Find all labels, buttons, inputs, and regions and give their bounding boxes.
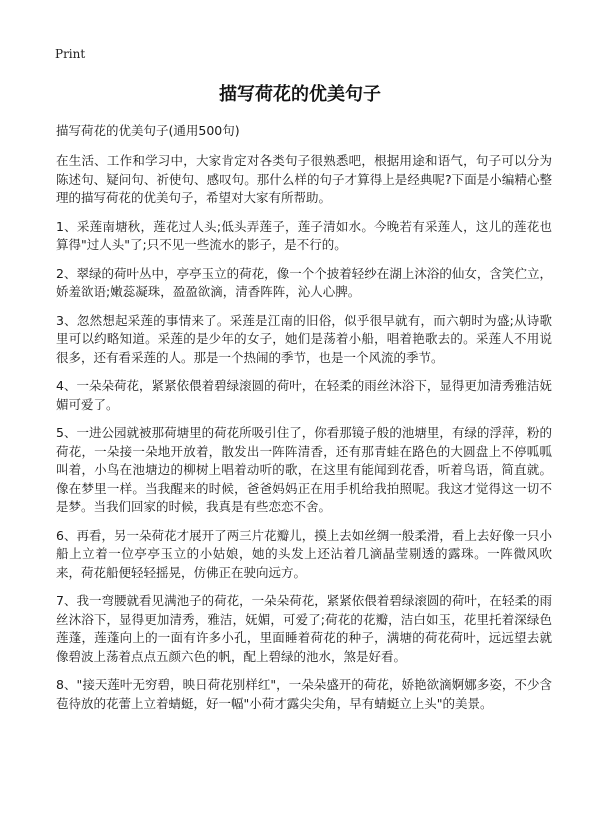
sentence-paragraph-3: 3、忽然想起采莲的事情来了。采莲是江南的旧俗，似乎很早就有，而六朝时为盛;从诗歌里可以约略知道。采莲的是少年的女子，她们是荡着小船，唱着艳歌去的。采莲人不用说很多，还有看采莲的人。那是一个热闹的季节，也是一个风流的季节。 <box>56 312 552 365</box>
sentence-paragraph-8: 8、"接天莲叶无穷碧，映日荷花别样红"，一朵朵盛开的荷花，娇艳欲滴婀娜多姿，不少含苞待放的花蕾上立着蜻蜓，好一幅"小荷才露尖尖角，早有蜻蜓立上头"的美景。 <box>56 677 552 711</box>
sentence-paragraph-2: 2、翠绿的荷叶丛中，亭亭玉立的荷花，像一个个披着轻纱在湖上沐浴的仙女，含笑伫立，娇羞欲语;嫩蕊凝珠，盈盈欲滴，清香阵阵，沁人心脾。 <box>56 265 552 299</box>
sentence-paragraph-6: 6、再看，另一朵荷花才展开了两三片花瓣儿，摸上去如丝绸一般柔滑，看上去好像一只小船上立着一位亭亭玉立的小姑娘，她的头发上还沾着几滴晶莹剔透的露珠。一阵微风吹来，荷花船便轻轻摇晃，仿佛正在驶向远方。 <box>56 527 552 580</box>
sentence-paragraph-5: 5、一进公园就被那荷塘里的荷花所吸引住了，你看那镜子般的池塘里，有绿的浮萍，粉的荷花，一朵接一朵地开放着，散发出一阵阵清香，还有那青蛙在路色的大圆盘上不停呱呱叫着，小鸟在池塘边的柳树上唱着动听的歌，在这里有能闻到花香，听着鸟语，简直就。像在梦里一样。当我醒来的时候，爸爸妈妈正在用手机给我拍照呢。我这才觉得这一切不是梦。当我们回家的时候，我真是有些恋恋不舍。 <box>56 425 552 514</box>
document-subtitle: 描写荷花的优美句子(通用500句) <box>56 123 240 138</box>
page-title: 描写荷花的优美句子 <box>219 84 381 105</box>
sentence-paragraph-7: 7、我一弯腰就看见满池子的荷花，一朵朵荷花，紧紧依偎着碧绿滚圆的荷叶，在轻柔的雨丝沐浴下，显得更加清秀，雅洁，妩媚，可爱了;荷花的花瓣，洁白如玉，花里托着深绿色莲蓬，莲蓬向上的一面有许多小孔，里面睡着荷花的种子，满塘的荷花荷叶，远远望去就像碧波上荡着点点五颜六色的帆，配上碧绿的池水，煞是好看。 <box>56 593 552 664</box>
intro-paragraph: 在生活、工作和学习中，大家肯定对各类句子很熟悉吧，根据用途和语气，句子可以分为陈述句、疑问句、祈使句、感叹句。那什么样的句子才算得上是经典呢?下面是小编精心整理的描写荷花的优美句子，希望对大家有所帮助。 <box>56 153 552 205</box>
sentence-paragraph-1: 1、采莲南塘秋，莲花过人头;低头弄莲子，莲子清如水。今晚若有采莲人，这儿的莲花也算得"过人头"了;只不见一些流水的影子，是不行的。 <box>56 218 552 252</box>
print-link[interactable]: Print <box>55 47 86 61</box>
sentence-paragraph-4: 4、一朵朵荷花，紧紧依偎着碧绿滚圆的荷叶，在轻柔的雨丝沐浴下，显得更加清秀雅洁妩媚可爱了。 <box>56 378 552 412</box>
document-body <box>56 122 552 723</box>
